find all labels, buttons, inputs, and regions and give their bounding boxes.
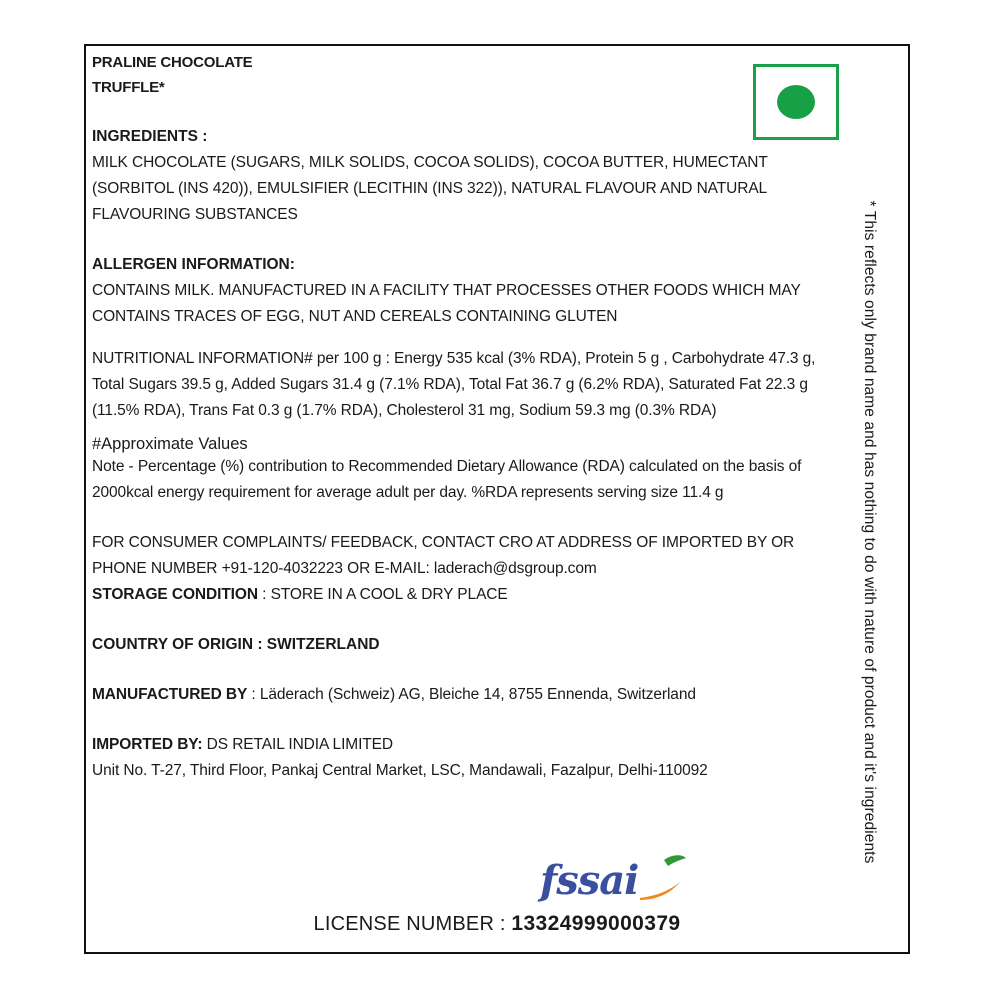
manufacturer-info (92, 682, 842, 708)
approx-values-heading: #Approximate Values (92, 435, 248, 453)
fssai-logo (536, 852, 696, 908)
importer-value: DS RETAIL INDIA LIMITED (202, 736, 393, 753)
brand-disclaimer-text: * This reflects only brand name and has nothing to do with nature of product and it's ingredients (861, 200, 878, 864)
license-number: 13324999000379 (511, 912, 681, 935)
veg-dot (777, 85, 815, 119)
product-name-line1: PRALINE CHOCOLATE (92, 54, 253, 71)
consumer-feedback-text: FOR CONSUMER COMPLAINTS/ FEEDBACK, CONTACT CRO AT ADDRESS OF IMPORTED BY OR PHONE NUMBER +91-120-4032223 OR E-MAIL: laderach@dsgroup.com (92, 534, 795, 577)
license-label: LICENSE NUMBER : (313, 913, 512, 935)
storage-condition (92, 582, 842, 608)
fssai-leaf-icon (664, 855, 686, 866)
importer-address: Unit No. T-27, Third Floor, Pankaj Central Market, LSC, Mandawali, Fazalpur, Delhi-110092 (92, 762, 708, 779)
product-name-line2: TRUFFLE* (92, 79, 165, 96)
importer-label: IMPORTED BY: (92, 736, 203, 753)
fssai-logo-text: fssai (540, 857, 639, 904)
storage-value: : STORE IN A COOL & DRY PLACE (257, 586, 508, 603)
allergen-heading: ALLERGEN INFORMATION: (92, 256, 295, 273)
country-of-origin: COUNTRY OF ORIGIN : SWITZERLAND (92, 636, 380, 653)
license-line (86, 912, 908, 936)
nutrition-text: NUTRITIONAL INFORMATION# per 100 g : Energy 535 kcal (3% RDA), Protein 5 g , Carbohydrate 47.3 g, Total Sugars 39.5 g, Added Sugars 31.4 g (7.1% RDA), Total Fat 36.7 g (6.2% RDA), Saturated Fat 22.3 g (11.5% RDA), Trans Fat 0.3 g (1.7% RDA), Cholesterol 31 mg, Sodium 59.3 mg (0.3% RDA) (92, 350, 816, 419)
storage-label: STORAGE CONDITION (92, 586, 258, 603)
importer-info (92, 732, 842, 758)
label-content (92, 50, 842, 784)
brand-disclaimer-vertical (854, 152, 884, 912)
manufacturer-value: : Läderach (Schweiz) AG, Bleiche 14, 8755 Ennenda, Switzerland (247, 686, 696, 703)
ingredients-text: MILK CHOCOLATE (SUGARS, MILK SOLIDS, COCOA SOLIDS), COCOA BUTTER, HUMECTANT (SORBITOL (INS 420)), EMULSIFIER (LECITHIN (INS 322)), NATURAL FLAVOUR AND NATURAL FLAVOURING SUBSTANCES (92, 154, 768, 223)
rda-note: Note - Percentage (%) contribution to Recommended Dietary Allowance (RDA) calculated on the basis of 2000kcal energy requirement for average adult per day. %RDA represents serving size 11.4 g (92, 458, 802, 501)
label-frame (84, 44, 910, 954)
fssai-swoosh-icon (640, 882, 680, 900)
manufacturer-label: MANUFACTURED BY (92, 686, 248, 703)
allergen-text: CONTAINS MILK. MANUFACTURED IN A FACILITY THAT PROCESSES OTHER FOODS WHICH MAY CONTAINS TRACES OF EGG, NUT AND CEREALS CONTAINING GLUTEN (92, 282, 801, 325)
ingredients-heading: INGREDIENTS : (92, 128, 208, 145)
veg-mark-icon (753, 64, 839, 140)
